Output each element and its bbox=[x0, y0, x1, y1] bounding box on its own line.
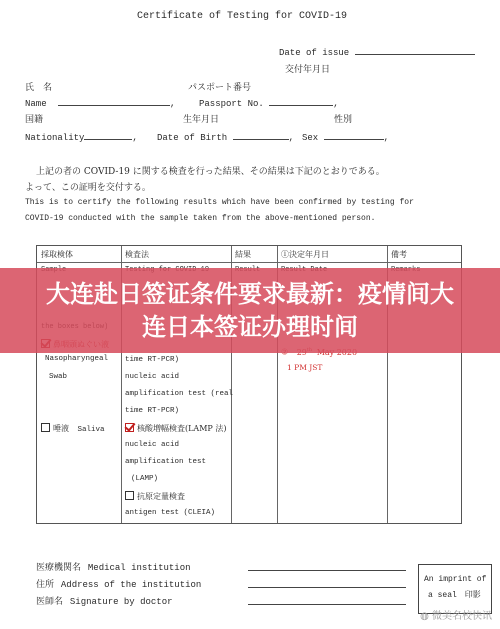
wechat-icon: ◍ bbox=[420, 611, 429, 622]
passport-field: Passport No. , bbox=[199, 96, 339, 109]
header-result-jp: 結果 bbox=[235, 250, 251, 259]
institution-line: 医療機関名 Medical institution bbox=[36, 563, 191, 573]
statement-jp-line1: 上記の者の COVID-19 に関する検査を行った結果、その結果は下記のとおりである。 bbox=[36, 167, 385, 177]
header-date-jp: ①決定年月日 bbox=[281, 250, 329, 259]
method-antigen-option: 抗原定量検査 bbox=[125, 490, 185, 503]
seal-label-1: An imprint of bbox=[424, 575, 487, 584]
sample-nasal-en-1: Nasopharyngeal bbox=[45, 355, 109, 363]
sex-label-jp: 性別 bbox=[334, 115, 353, 125]
headline-line1: 大连赴日签证条件要求最新：疫情间大 bbox=[46, 280, 454, 308]
nationality-field: Nationality , bbox=[25, 130, 138, 143]
seal-label-2: a seal 印影 bbox=[428, 591, 481, 600]
issue-date-label-jp: 交付年月日 bbox=[285, 65, 331, 75]
method-pcr-line3: amplification test (real bbox=[125, 390, 234, 398]
name-field: Name , bbox=[25, 96, 175, 109]
institution-underline bbox=[248, 570, 406, 571]
header-remarks-jp: 備考 bbox=[391, 250, 407, 259]
checkbox-checked-icon bbox=[125, 423, 134, 432]
issue-date-label: Date of issue bbox=[279, 45, 475, 58]
address-underline bbox=[248, 587, 406, 588]
checkbox-empty-icon bbox=[125, 491, 134, 500]
headline-line2: 连日本签证办理时间 bbox=[142, 313, 358, 341]
method-lamp-option: 核酸増幅検査(LAMP 法) bbox=[125, 422, 226, 435]
doctor-underline bbox=[248, 604, 406, 605]
method-pcr-line1: time RT-PCR) bbox=[125, 356, 180, 364]
doctor-line: 医師名 Signature by doctor bbox=[36, 597, 173, 607]
method-lamp-line2: amplification test bbox=[125, 458, 207, 466]
result-time: 1 PM JST bbox=[287, 363, 323, 372]
method-pcr-line4: time RT-PCR) bbox=[125, 407, 180, 415]
checkbox-empty-icon bbox=[41, 423, 50, 432]
method-pcr-line2: nucleic acid bbox=[125, 373, 180, 381]
dob-field: Date of Birth , bbox=[157, 130, 294, 143]
document-title: Certificate of Testing for COVID-19 bbox=[137, 11, 348, 22]
header-sample-jp: 採取検体 bbox=[41, 250, 73, 259]
name-label-jp: 氏 名 bbox=[25, 83, 53, 93]
dob-label-jp: 生年月日 bbox=[183, 115, 220, 125]
nationality-label-jp: 国籍 bbox=[25, 115, 44, 125]
address-line: 住所 Address of the institution bbox=[36, 580, 202, 590]
method-lamp-line1: nucleic acid bbox=[125, 441, 180, 449]
statement-jp-line2: よって、この証明を交付する。 bbox=[25, 183, 151, 193]
header-method-jp: 検査法 bbox=[125, 250, 149, 259]
sex-field: Sex , bbox=[302, 130, 389, 143]
watermark: ◍ 微美名校快讯 bbox=[420, 611, 492, 622]
sample-nasal-en-2: Swab bbox=[49, 373, 68, 381]
sample-saliva-option: 唾液 Saliva bbox=[41, 422, 105, 437]
headline-text[interactable] bbox=[0, 278, 500, 344]
statement-en-line1: This is to certify the following results which have been confirmed by testing for bbox=[25, 198, 414, 207]
statement-en-line2: COVID-19 conducted with the sample taken from the above-mentioned person. bbox=[25, 214, 376, 223]
method-antigen-en: antigen test (CLEIA) bbox=[125, 509, 216, 517]
passport-label-jp: パスポート番号 bbox=[188, 83, 252, 93]
method-lamp-line3: (LAMP) bbox=[131, 475, 159, 483]
